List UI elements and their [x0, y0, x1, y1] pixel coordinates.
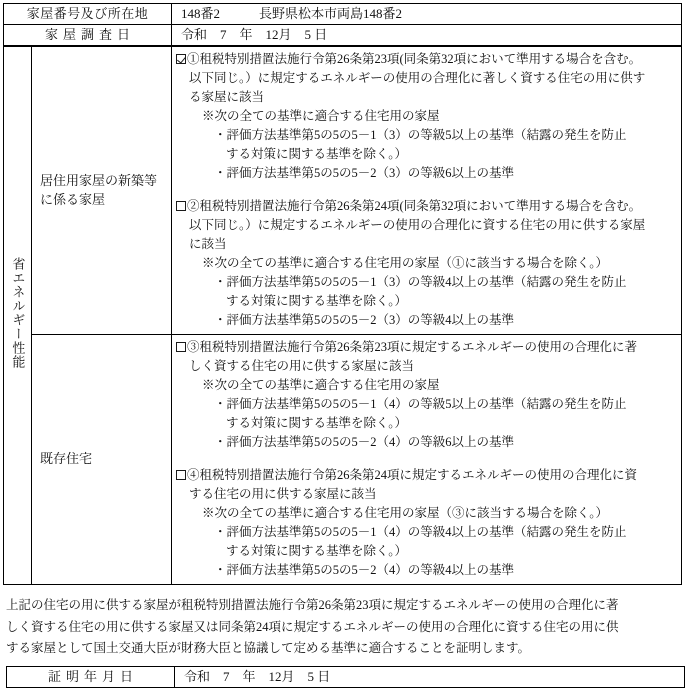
table-row-existing-housing — [4, 335, 682, 585]
certification-date-value[interactable]: 令和 7 年 12月 5 日 — [175, 667, 685, 688]
clause-group-new-construction — [172, 47, 682, 335]
property-identification-table — [3, 3, 682, 46]
clause-4-line-6: ・評価方法基準第5の5の5－2（4）の等級4以上の基準 — [214, 563, 515, 577]
clause-3-line-1-text: ③租税特別措置法施行令第26条第23項に規定するエネルギーの使用の合理化に著 — [187, 340, 638, 354]
clause-2-line-7: ・評価方法基準第5の5の5－2（3）の等級4以上の基準 — [214, 313, 515, 327]
property-number-label: 家屋番号及び所在地 — [4, 4, 172, 25]
clause-4-line-4: ・評価方法基準第5の5の5－1（4）の等級4以上の基準（結露の発生を防止 — [214, 525, 627, 539]
clause-3-line-1 — [176, 338, 675, 357]
clause-3-line-2: しく資する住宅の用に供する家屋に該当 — [189, 359, 415, 373]
clause-2-line-5: ・評価方法基準第5の5の5－1（3）の等級4以上の基準（結露の発生を防止 — [214, 275, 627, 289]
clause-1-line-6: する対策に関する基準を除く。） — [226, 147, 408, 161]
clause-item-4[interactable] — [176, 466, 675, 580]
category-label-existing-housing: 既存住宅 — [32, 335, 172, 585]
survey-date-value[interactable]: 令和 7 年 12月 5 日 — [172, 25, 682, 46]
clause-2-line-4: ※次の全ての基準に適合する住宅用の家屋（①に該当する場合を除く。） — [202, 256, 609, 270]
clause-1-line-7: ・評価方法基準第5の5の5－2（3）の等級6以上の基準 — [214, 166, 515, 180]
clause-1-line-1 — [176, 50, 675, 69]
clause-spacer-2 — [176, 452, 675, 466]
clause-4-line-3: ※次の全ての基準に適合する住宅用の家屋（③に該当する場合を除く。） — [202, 506, 609, 520]
certification-paragraph — [6, 595, 674, 660]
certification-line-2: しく資する住宅の用に供する家屋又は同条第24項に規定するエネルギーの使用の合理化に資する住宅の用に供 — [6, 619, 619, 634]
clause-2-line-3: に該当 — [189, 237, 227, 251]
clause-4-line-1-text: ④租税特別措置法施行令第26条第24項に規定するエネルギーの使用の合理化に資 — [187, 468, 638, 482]
survey-date-label: 家屋調査日 — [4, 25, 172, 46]
table-row-property-number — [4, 4, 682, 25]
energy-performance-vertical-label — [4, 47, 32, 585]
checkbox-item-2-unchecked-icon[interactable] — [176, 201, 186, 211]
clause-2-line-2: 以下同じ。）に規定するエネルギーの使用の合理化に資する住宅の用に供する家屋 — [189, 218, 646, 232]
energy-performance-vertical-label-text: 省エネルギー性能 — [10, 257, 26, 369]
checkbox-item-3-unchecked-icon[interactable] — [176, 342, 186, 352]
certification-line-1: 上記の住宅の用に供する家屋が租税特別措置法施行令第26条第23項に規定するエネルギーの使用の合理化に著 — [6, 598, 619, 612]
clause-4-line-2: する住宅の用に供する家屋に該当 — [189, 487, 377, 501]
clause-item-3[interactable] — [176, 338, 675, 452]
document-page — [0, 3, 685, 693]
clause-3-line-4: ・評価方法基準第5の5の5－1（4）の等級5以上の基準（結露の発生を防止 — [214, 397, 627, 411]
clause-1-line-4: ※次の全ての基準に適合する住宅用の家屋 — [202, 109, 440, 123]
certification-date-label: 証明年月日 — [7, 667, 175, 688]
clause-3-line-3: ※次の全ての基準に適合する住宅用の家屋 — [202, 378, 440, 392]
clause-4-line-1 — [176, 466, 675, 485]
clause-group-existing-housing — [172, 335, 682, 585]
clause-1-line-3: る家屋に該当 — [189, 90, 265, 104]
property-number-value[interactable]: 148番2 長野県松本市両島148番2 — [172, 4, 682, 25]
clause-2-line-1 — [176, 197, 675, 216]
category-label-new-construction: 居住用家屋の新築等に係る家屋 — [32, 47, 172, 335]
checkbox-item-4-unchecked-icon[interactable] — [176, 470, 186, 480]
clause-item-1[interactable] — [176, 50, 675, 183]
table-row-certification-date — [7, 667, 685, 688]
clause-4-line-5: する対策に関する基準を除く。） — [226, 544, 408, 558]
checkbox-item-1-checked-icon[interactable] — [176, 54, 186, 64]
clause-1-line-2: 以下同じ。）に規定するエネルギーの使用の合理化に著しく資する住宅の用に供す — [189, 71, 646, 85]
clause-item-2[interactable] — [176, 197, 675, 330]
clause-3-line-6: ・評価方法基準第5の5の5－2（4）の等級6以上の基準 — [214, 435, 515, 449]
certification-date-table — [6, 666, 685, 688]
clause-2-line-1-text: ②租税特別措置法施行令第26条第24項(同条第32項において準用する場合を含む。 — [187, 199, 642, 213]
clause-1-line-1-text: ①租税特別措置法施行令第26条第23項(同条第32項において準用する場合を含む。 — [187, 52, 642, 66]
table-row-survey-date — [4, 25, 682, 46]
clause-2-line-6: する対策に関する基準を除く。） — [226, 294, 408, 308]
clause-spacer-1 — [176, 183, 675, 197]
table-row-new-construction — [4, 47, 682, 335]
clause-1-line-5: ・評価方法基準第5の5の5－1（3）の等級5以上の基準（結露の発生を防止 — [214, 128, 627, 142]
clause-3-line-5: する対策に関する基準を除く。） — [226, 416, 408, 430]
energy-performance-table — [3, 46, 682, 585]
certification-line-3: する家屋として国土交通大臣が財務大臣と協議して定める基準に適合することを証明します。 — [6, 641, 531, 655]
